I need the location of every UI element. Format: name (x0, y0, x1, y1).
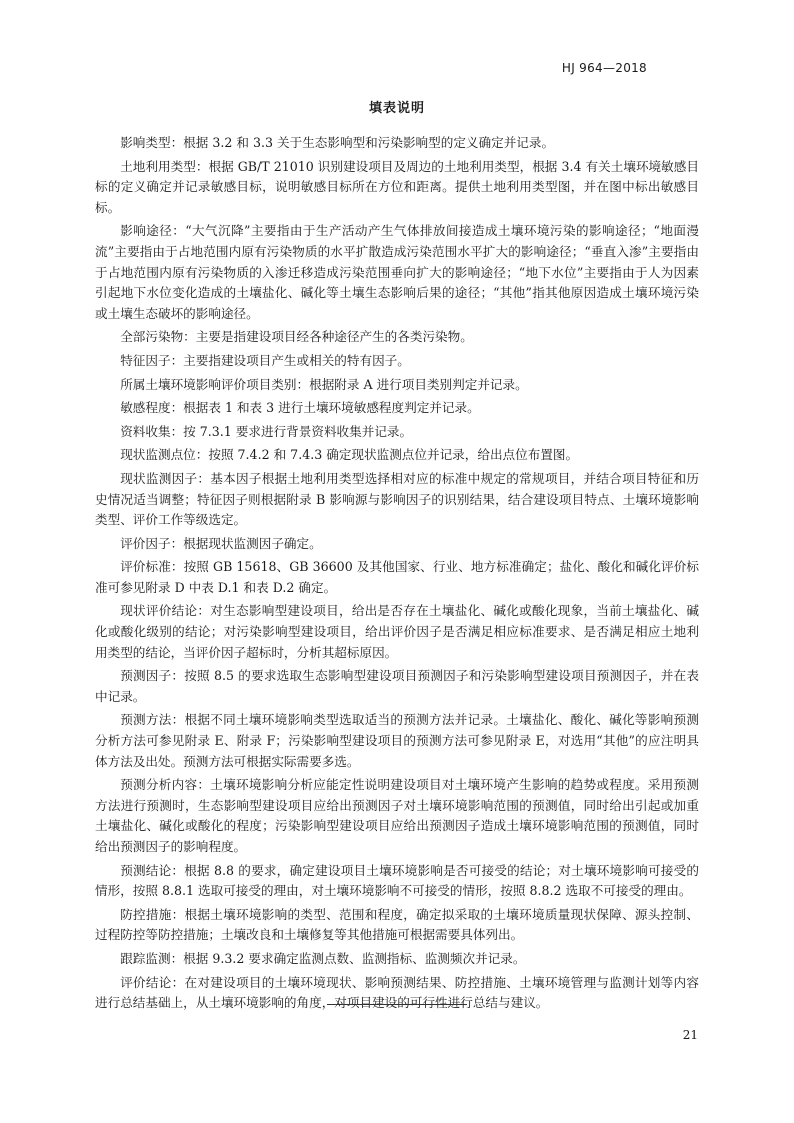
paragraph-tracking-monitoring: 跟踪监测：根据 9.3.2 要求确定监测点数、监测指标、监测频次并记录。 (120, 950, 526, 966)
paragraph-land-use-type: 土地利用类型：根据 GB/T 21010 识别建设项目及周边的土地利用类型，根据 3.4 有关土壤环境敏感目标的定义确定并记录敏感目标，说明敏感目标所在方位和距离。提供土地利用类型图，并在图中标出敏感目标。 (95, 158, 699, 215)
paragraph-evaluation-conclusion: 评价结论：在对建设项目的土壤环境现状、影响预测结果、防控措施、土壤环境管理与监测计划等内容进行总结基础上，从土壤环境影响的角度，对项目建设的可行性进行总结与建议。 (95, 974, 699, 1011)
paragraph-impact-type: 影响类型：根据 3.2 和 3.3 关于生态影响型和污染影响型的定义确定并记录。 (120, 135, 555, 150)
paragraph-sensitivity: 敏感程度：根据表 1 和表 3 进行土壤环境敏感程度判定并记录。 (120, 400, 480, 416)
page-number: 21 (682, 1028, 698, 1042)
instructions-body (95, 133, 699, 1017)
paragraph-evaluation-standards: 评价标准：按照 GB 15618、GB 36600 及其他国家、行业、地方标准确定；盐化、酸化和碱化评价标准可参见附录 D 中表 D.1 和表 D.2 确定。 (95, 559, 699, 595)
paragraph-monitoring-points: 现状监测点位：按照 7.4.2 和 7.4.3 确定现状监测点位并记录，给出点位布置图。 (120, 447, 579, 463)
paragraph-monitoring-factors: 现状监测因子：基本因子根据土地利用类型选择相对应的标准中规定的常规项目，并结合项目特征和历史情况适当调整；特征因子则根据附录 B 影响源与影响因子的识别结果，结合建设项目特点、土壤环境影响类型、评价工作等级选定。 (95, 470, 699, 528)
paragraph-prediction-analysis: 预测分析内容：土壤环境影响分析应能定性说明建设项目对土壤环境产生影响的趋势或程度。采用预测方法进行预测时，生态影响型建设项目应给出预测因子对土壤环境影响范围的预测值，同时给出引起或加重土壤盐化、碱化或酸化的程度；污染影响型建设项目应给出预测因子造成土壤环境影响范围的预测值，同时给出预测因子的影响程度。 (95, 777, 699, 854)
end-divider (327, 1004, 467, 1005)
paragraph-evaluation-factors: 评价因子：根据现状监测因子确定。 (120, 535, 322, 551)
paragraph-prediction-methods: 预测方法：根据不同土壤环境影响类型选取适当的预测方法并记录。土壤盐化、酸化、碱化等影响预测分析方法可参见附录 E、附录 F；污染影响型建设项目的预测方法可参见附录 E，对选用“其他”的应注明具体方法及出处。预测方法可根据实际需要多选。 (95, 712, 699, 769)
standard-code: HJ 964—2018 (561, 61, 647, 75)
paragraph-project-category: 所属土壤环境影响评价项目类别：根据附录 A 进行项目类别判定并记录。 (120, 376, 528, 392)
paragraph-prediction-factors: 预测因子：按照 8.5 的要求选取生态影响型建设项目预测因子和污染影响型建设项目预测因子，并在表中记录。 (95, 668, 699, 704)
paragraph-characteristic-factors: 特征因子：主要指建设项目产生或相关的特有因子。 (120, 352, 410, 368)
paragraph-status-conclusion: 现状评价结论：对生态影响型建设项目，给出是否存在土壤盐化、碱化或酸化现象，当前土壤盐化、碱化或酸化级别的结论；对污染影响型建设项目，给出评价因子是否满足相应标准要求、是否满足相应土地利用类型的结论，当评价因子超标时，分析其超标原因。 (95, 603, 699, 660)
page-title: 填表说明 (368, 101, 425, 116)
paragraph-prediction-conclusion: 预测结论：根据 8.8 的要求，确定建设项目土壤环境影响是否可接受的结论；对土壤环境影响可接受的情形，按照 8.8.1 选取可接受的理由，对土壤环境影响不可接受的情形，按照 8.8.2 选取不可接受的理由。 (95, 862, 699, 899)
paragraph-all-pollutants: 全部污染物：主要是指建设项目经各种途径产生的各类污染物。 (120, 329, 473, 345)
paragraph-impact-pathway: 影响途径：“大气沉降”主要指由于生产活动产生气体排放间接造成土壤环境污染的影响途径；“地面漫流”主要指由于占地范围内原有污染物质的水平扩散造成污染范围水平扩大的影响途径；“垂直入渗”主要指由于占地范围内原有污染物质的入渗迁移造成污染范围垂向扩大的影响途径；“地下水位”主要指由于人为因素引起地下水位变化造成的土壤盐化、碱化等土壤生态影响后果的途径；“其他”指其他原因造成土壤环境污染或土壤生态破坏的影响途径。 (95, 223, 699, 321)
paragraph-control-measures: 防控措施：根据土壤环境影响的类型、范围和程度，确定拟采取的土壤环境质量现状保障、源头控制、过程防控等防控措施；土壤改良和土壤修复等其他措施可根据需要具体列出。 (95, 906, 699, 943)
paragraph-data-collection: 资料收集：按 7.3.1 要求进行背景资料收集并记录。 (120, 423, 413, 439)
